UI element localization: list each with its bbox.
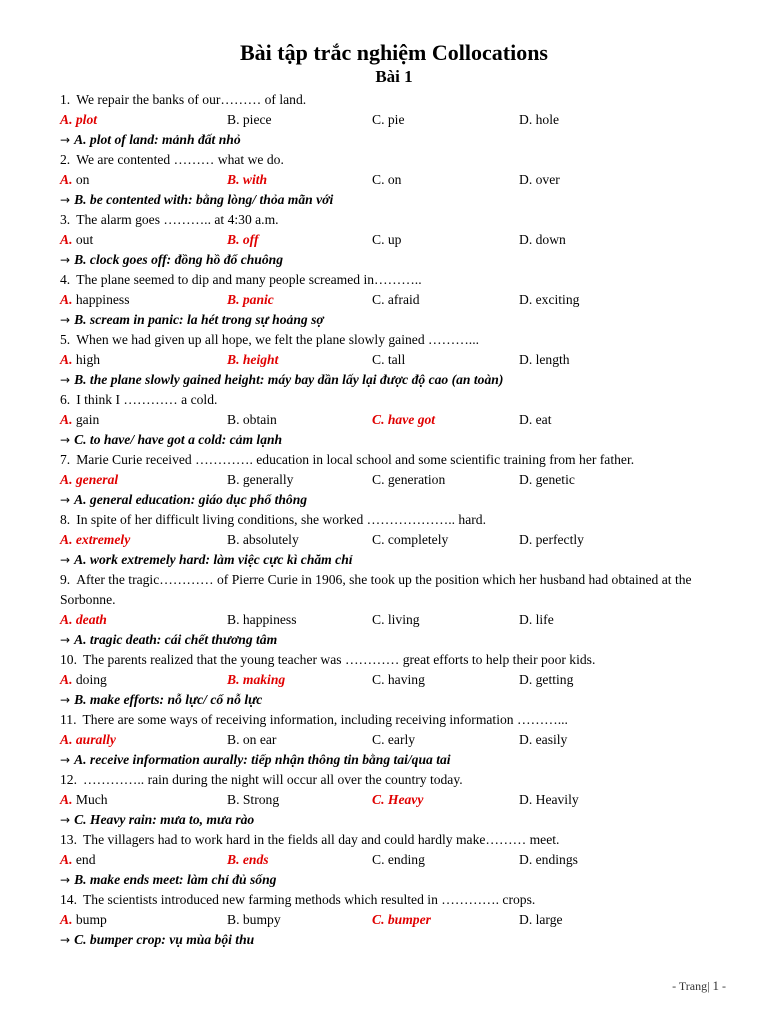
option-letter: A.: [60, 352, 73, 367]
option-text: height: [242, 352, 279, 367]
option-letter: A.: [60, 232, 73, 247]
option-c: [372, 910, 431, 930]
right-arrow-icon: →: [60, 433, 71, 447]
option-d: [519, 470, 575, 490]
option-text: on: [75, 172, 90, 187]
question-number: 8.: [60, 512, 71, 527]
option-letter: C.: [372, 912, 385, 927]
option-text: have got: [387, 412, 436, 427]
question-13: [60, 830, 728, 890]
option-text: off: [242, 232, 259, 247]
option-text: afraid: [387, 292, 420, 307]
option-c: [372, 230, 401, 250]
option-b: [227, 670, 285, 690]
answer-explanation: [60, 130, 728, 150]
option-text: living: [387, 612, 420, 627]
explanation-text: B. scream in panic: la hét trong sự hoảng sợ: [74, 312, 324, 327]
option-b: [227, 110, 272, 130]
question-4: [60, 270, 728, 330]
option-text: extremely: [75, 532, 131, 547]
option-text: length: [535, 352, 570, 367]
option-d: [519, 610, 554, 630]
option-a: [60, 230, 93, 250]
option-letter: C.: [372, 732, 385, 747]
question-3: [60, 210, 728, 270]
right-arrow-icon: →: [60, 813, 71, 827]
document-title: Bài tập trắc nghiệm Collocations: [240, 40, 548, 65]
option-letter: B.: [227, 292, 240, 307]
question-number: 13.: [60, 832, 77, 847]
answer-options: [60, 610, 728, 630]
option-text: out: [75, 232, 94, 247]
footer-suffix: -: [722, 979, 726, 993]
option-letter: A.: [60, 732, 73, 747]
explanation-text: B. make ends meet: làm chỉ đủ sống: [74, 872, 277, 887]
option-letter: B.: [227, 532, 240, 547]
explanation-text: C. to have/ have got a cold: cảm lạnh: [74, 432, 283, 447]
footer-label: - Trang|: [672, 979, 710, 993]
answer-explanation: [60, 370, 728, 390]
option-letter: D.: [519, 232, 533, 247]
option-b: [227, 610, 297, 630]
option-letter: A.: [60, 912, 73, 927]
option-d: [519, 170, 560, 190]
answer-options: [60, 730, 728, 750]
option-letter: A.: [60, 532, 73, 547]
question-number: 14.: [60, 892, 77, 907]
explanation-text: B. be contented with: bằng lòng/ thỏa mãn với: [74, 192, 334, 207]
option-text: ends: [242, 852, 269, 867]
option-letter: D.: [519, 912, 533, 927]
answer-explanation: [60, 250, 728, 270]
option-letter: D.: [519, 852, 533, 867]
question-prompt: The scientists introduced new farming methods which resulted in …………. crops.: [83, 892, 536, 907]
option-text: general: [75, 472, 119, 487]
option-a: [60, 790, 108, 810]
question-1: [60, 90, 728, 150]
option-text: making: [242, 672, 286, 687]
option-letter: C.: [372, 792, 385, 807]
option-a: [60, 530, 130, 550]
option-letter: D.: [519, 172, 533, 187]
question-prompt: When we had given up all hope, we felt the plane slowly gained ………...: [76, 332, 479, 347]
option-text: doing: [75, 672, 107, 687]
question-number: 9.: [60, 572, 71, 587]
question-prompt: We repair the banks of our……… of land.: [76, 92, 307, 107]
option-letter: C.: [372, 612, 385, 627]
option-letter: D.: [519, 412, 533, 427]
question-14: [60, 890, 728, 950]
option-letter: C.: [372, 672, 385, 687]
option-text: aurally: [75, 732, 116, 747]
question-5: [60, 330, 728, 390]
option-letter: A.: [60, 412, 73, 427]
answer-options: [60, 110, 728, 130]
option-text: exciting: [535, 292, 580, 307]
option-letter: A.: [60, 612, 73, 627]
option-letter: C.: [372, 172, 385, 187]
right-arrow-icon: →: [60, 253, 71, 267]
right-arrow-icon: →: [60, 693, 71, 707]
question-number: 10.: [60, 652, 77, 667]
option-text: hole: [535, 112, 560, 127]
option-a: [60, 910, 107, 930]
option-letter: C.: [372, 352, 385, 367]
option-d: [519, 110, 559, 130]
answer-explanation: [60, 690, 728, 710]
question-7: [60, 450, 728, 510]
option-letter: B.: [227, 232, 240, 247]
option-c: [372, 610, 420, 630]
question-2: [60, 150, 728, 210]
option-b: [227, 170, 267, 190]
option-d: [519, 290, 579, 310]
option-text: end: [75, 852, 96, 867]
option-text: on: [387, 172, 402, 187]
option-text: plot: [75, 112, 98, 127]
answer-explanation: [60, 190, 728, 210]
option-letter: B.: [227, 352, 240, 367]
question-text: [60, 710, 728, 730]
question-text: [60, 150, 728, 170]
option-text: pie: [387, 112, 405, 127]
option-letter: C.: [372, 112, 385, 127]
option-text: obtain: [242, 412, 277, 427]
answer-explanation: [60, 870, 728, 890]
option-b: [227, 850, 269, 870]
answer-explanation: [60, 430, 728, 450]
answer-explanation: [60, 750, 728, 770]
option-text: bumpy: [242, 912, 281, 927]
option-c: [372, 410, 435, 430]
option-text: genetic: [535, 472, 575, 487]
question-prompt: The parents realized that the young teacher was ………… great efforts to help their poor kids.: [83, 652, 596, 667]
option-b: [227, 350, 278, 370]
explanation-text: B. the plane slowly gained height: máy bay dần lấy lại được độ cao (an toàn): [74, 372, 504, 387]
answer-options: [60, 230, 728, 250]
option-letter: D.: [519, 792, 533, 807]
option-a: [60, 350, 100, 370]
question-12: [60, 770, 728, 830]
option-text: Heavy: [387, 792, 424, 807]
option-letter: A.: [60, 112, 73, 127]
option-a: [60, 610, 107, 630]
option-text: over: [535, 172, 560, 187]
option-letter: D.: [519, 352, 533, 367]
option-letter: D.: [519, 672, 533, 687]
option-text: panic: [242, 292, 274, 307]
option-letter: D.: [519, 612, 533, 627]
right-arrow-icon: →: [60, 873, 71, 887]
option-text: piece: [242, 112, 272, 127]
question-prompt: ………….. rain during the night will occur all over the country today.: [83, 772, 463, 787]
right-arrow-icon: →: [60, 633, 71, 647]
option-c: [372, 290, 420, 310]
option-text: getting: [535, 672, 574, 687]
explanation-text: A. plot of land: mảnh đất nhỏ: [74, 132, 241, 147]
option-letter: B.: [227, 412, 240, 427]
option-letter: A.: [60, 172, 73, 187]
option-text: Strong: [242, 792, 280, 807]
question-text: [60, 830, 728, 850]
option-text: generally: [242, 472, 294, 487]
option-text: eat: [535, 412, 552, 427]
question-8: [60, 510, 728, 570]
option-text: happiness: [75, 292, 130, 307]
question-prompt: Marie Curie received …………. education in local school and some scientific training from her father.: [76, 452, 635, 467]
right-arrow-icon: →: [60, 133, 71, 147]
option-b: [227, 290, 274, 310]
option-c: [372, 470, 445, 490]
option-text: happiness: [242, 612, 297, 627]
answer-explanation: [60, 490, 728, 510]
option-letter: A.: [60, 792, 73, 807]
option-letter: C.: [372, 472, 385, 487]
option-letter: D.: [519, 732, 533, 747]
question-text: [60, 390, 728, 410]
option-letter: A.: [60, 852, 73, 867]
option-letter: B.: [227, 112, 240, 127]
option-text: Much: [75, 792, 108, 807]
option-text: Heavily: [535, 792, 579, 807]
option-letter: C.: [372, 412, 385, 427]
option-letter: D.: [519, 292, 533, 307]
option-text: perfectly: [535, 532, 584, 547]
option-d: [519, 530, 584, 550]
option-text: bump: [75, 912, 107, 927]
option-text: absolutely: [242, 532, 299, 547]
option-a: [60, 730, 116, 750]
option-b: [227, 530, 299, 550]
question-prompt: The villagers had to work hard in the fields all day and could hardly make……… meet.: [83, 832, 560, 847]
option-d: [519, 910, 563, 930]
question-prompt: There are some ways of receiving information, including receiving information ………...: [82, 712, 568, 727]
right-arrow-icon: →: [60, 313, 71, 327]
exercise-heading: Bài 1: [375, 67, 413, 86]
answer-options: [60, 470, 728, 490]
option-c: [372, 730, 415, 750]
option-text: bumper: [387, 912, 431, 927]
option-a: [60, 170, 89, 190]
question-text: [60, 770, 728, 790]
explanation-text: C. Heavy rain: mưa to, mưa rào: [74, 812, 255, 827]
option-b: [227, 910, 281, 930]
option-text: endings: [535, 852, 578, 867]
option-b: [227, 410, 277, 430]
option-b: [227, 230, 258, 250]
answer-options: [60, 350, 728, 370]
answer-options: [60, 670, 728, 690]
question-list: [60, 90, 728, 950]
option-text: life: [535, 612, 554, 627]
option-c: [372, 170, 401, 190]
option-text: gain: [75, 412, 100, 427]
page-footer: [672, 978, 726, 994]
option-text: with: [242, 172, 268, 187]
explanation-text: B. make efforts: nỗ lực/ cố nỗ lực: [74, 692, 263, 707]
right-arrow-icon: →: [60, 193, 71, 207]
answer-explanation: [60, 630, 728, 650]
option-letter: A.: [60, 292, 73, 307]
option-a: [60, 110, 97, 130]
option-text: down: [535, 232, 566, 247]
option-letter: C.: [372, 292, 385, 307]
option-text: up: [387, 232, 402, 247]
option-letter: B.: [227, 472, 240, 487]
question-number: 2.: [60, 152, 71, 167]
right-arrow-icon: →: [60, 373, 71, 387]
option-letter: A.: [60, 472, 73, 487]
question-10: [60, 650, 728, 710]
question-number: 4.: [60, 272, 71, 287]
option-c: [372, 110, 404, 130]
option-c: [372, 530, 448, 550]
option-d: [519, 730, 567, 750]
explanation-text: A. tragic death: cái chết thương tâm: [74, 632, 278, 647]
question-prompt: I think I ………… a cold.: [76, 392, 218, 407]
option-a: [60, 470, 118, 490]
option-letter: C.: [372, 852, 385, 867]
question-number: 1.: [60, 92, 71, 107]
page-number: 1: [712, 978, 719, 993]
explanation-text: A. general education: giáo dục phổ thông: [74, 492, 308, 507]
answer-options: [60, 410, 728, 430]
option-c: [372, 350, 405, 370]
option-letter: B.: [227, 672, 240, 687]
question-prompt: After the tragic………… of Pierre Curie in 1906, she took up the position which her husband had obtained at the Sorbonne.: [60, 572, 692, 607]
option-c: [372, 790, 423, 810]
option-letter: A.: [60, 672, 73, 687]
question-prompt: In spite of her difficult living conditions, she worked ……………….. hard.: [76, 512, 486, 527]
answer-explanation: [60, 550, 728, 570]
option-text: high: [75, 352, 101, 367]
right-arrow-icon: →: [60, 753, 71, 767]
option-letter: C.: [372, 532, 385, 547]
option-d: [519, 350, 570, 370]
option-letter: C.: [372, 232, 385, 247]
question-text: [60, 890, 728, 910]
option-d: [519, 850, 578, 870]
right-arrow-icon: →: [60, 493, 71, 507]
right-arrow-icon: →: [60, 933, 71, 947]
answer-options: [60, 850, 728, 870]
option-letter: B.: [227, 612, 240, 627]
right-arrow-icon: →: [60, 553, 71, 567]
option-b: [227, 730, 276, 750]
option-letter: D.: [519, 112, 533, 127]
question-9: [60, 570, 728, 650]
question-number: 3.: [60, 212, 71, 227]
option-text: death: [75, 612, 107, 627]
option-letter: B.: [227, 172, 240, 187]
option-text: having: [387, 672, 425, 687]
question-text: [60, 330, 728, 350]
question-number: 6.: [60, 392, 71, 407]
option-a: [60, 670, 107, 690]
question-11: [60, 710, 728, 770]
option-a: [60, 410, 99, 430]
question-text: [60, 450, 728, 470]
option-c: [372, 850, 425, 870]
question-6: [60, 390, 728, 450]
option-text: easily: [535, 732, 568, 747]
question-text: [60, 570, 728, 610]
option-d: [519, 670, 573, 690]
question-number: 11.: [60, 712, 77, 727]
option-text: on ear: [242, 732, 277, 747]
option-text: large: [535, 912, 563, 927]
question-text: [60, 650, 728, 670]
option-text: completely: [387, 532, 449, 547]
option-letter: D.: [519, 472, 533, 487]
question-prompt: We are contented ……… what we do.: [76, 152, 284, 167]
option-letter: B.: [227, 852, 240, 867]
answer-options: [60, 290, 728, 310]
question-number: 5.: [60, 332, 71, 347]
explanation-text: A. work extremely hard: làm việc cực kì chăm chỉ: [74, 552, 353, 567]
question-number: 12.: [60, 772, 77, 787]
option-letter: B.: [227, 792, 240, 807]
explanation-text: C. bumper crop: vụ mùa bội thu: [74, 932, 255, 947]
option-d: [519, 410, 551, 430]
question-text: [60, 510, 728, 530]
option-b: [227, 790, 279, 810]
answer-options: [60, 530, 728, 550]
option-b: [227, 470, 293, 490]
question-text: [60, 210, 728, 230]
option-text: tall: [387, 352, 406, 367]
question-prompt: The alarm goes ……….. at 4:30 a.m.: [76, 212, 279, 227]
question-text: [60, 270, 728, 290]
option-text: early: [387, 732, 416, 747]
option-letter: B.: [227, 912, 240, 927]
option-text: generation: [387, 472, 446, 487]
answer-options: [60, 790, 728, 810]
answer-explanation: [60, 810, 728, 830]
option-c: [372, 670, 425, 690]
answer-explanation: [60, 930, 728, 950]
option-d: [519, 230, 566, 250]
explanation-text: A. receive information aurally: tiếp nhận thông tin bằng tai/qua tai: [74, 752, 451, 767]
question-number: 7.: [60, 452, 71, 467]
answer-options: [60, 910, 728, 930]
answer-options: [60, 170, 728, 190]
question-prompt: The plane seemed to dip and many people screamed in………..: [76, 272, 422, 287]
option-a: [60, 290, 130, 310]
option-a: [60, 850, 96, 870]
question-text: [60, 90, 728, 110]
option-text: ending: [387, 852, 425, 867]
option-d: [519, 790, 579, 810]
explanation-text: B. clock goes off: đồng hồ đổ chuông: [74, 252, 284, 267]
option-letter: B.: [227, 732, 240, 747]
option-letter: D.: [519, 532, 533, 547]
answer-explanation: [60, 310, 728, 330]
